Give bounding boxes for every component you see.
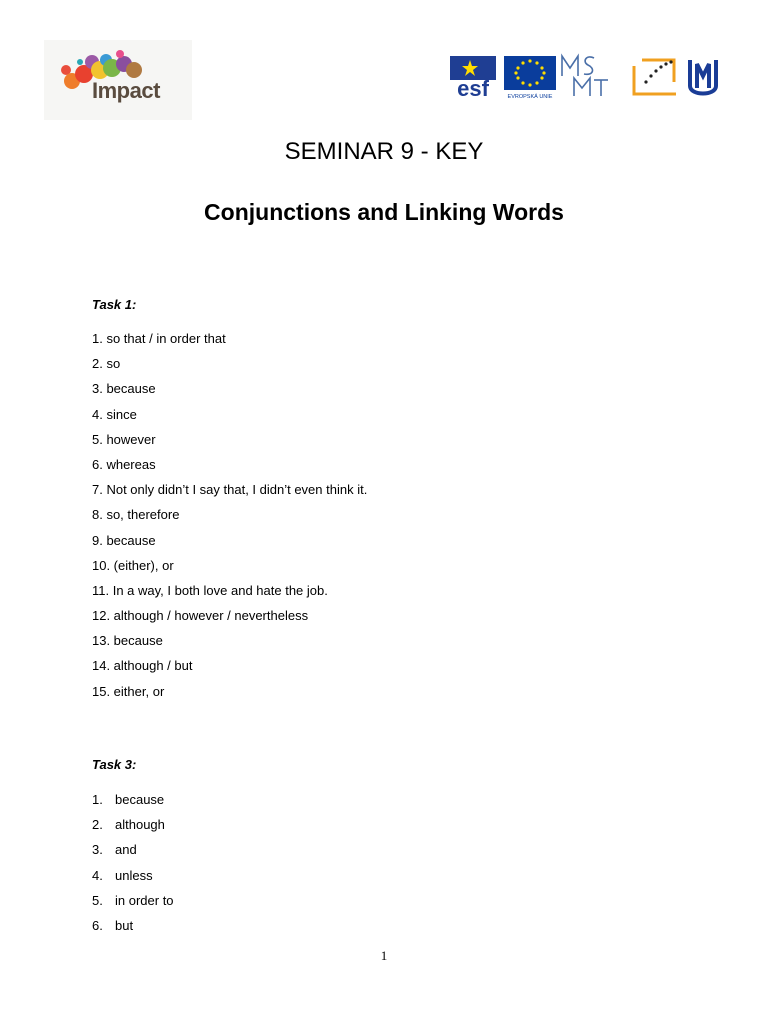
task-3-answer (92, 817, 174, 842)
item-text: and (115, 842, 137, 858)
task-3-answer (92, 893, 174, 918)
task-1-answer: 7. Not only didn’t I say that, I didn’t even think it. (92, 482, 368, 498)
task-1-answer: 8. so, therefore (92, 507, 180, 523)
task-3-answer (92, 842, 174, 867)
esf-logo (450, 56, 496, 100)
item-number: 2. (92, 817, 103, 833)
task-1-answer: 3. because (92, 381, 156, 397)
task-1-answer: 12. although / however / nevertheless (92, 608, 309, 624)
item-number: 3. (92, 842, 103, 858)
partner-logos (446, 52, 724, 100)
item-text: in order to (115, 892, 174, 908)
task-3-answer (92, 868, 174, 893)
task-1-answer: 9. because (92, 532, 156, 548)
task-1-answer: 6. whereas (92, 456, 156, 472)
task-1-answer-list (92, 331, 367, 709)
item-number: 1. (92, 792, 103, 807)
task-1-answer: 1. so that / in order that (92, 331, 226, 346)
msmt-logo (562, 56, 608, 96)
item-text: because (115, 792, 165, 807)
impact-wordmark: Impact (92, 78, 160, 103)
task-1-answer: 4. since (92, 406, 137, 422)
page-header (0, 0, 768, 125)
task-3-answer-list (92, 792, 174, 943)
task-1-answer: 14. although / but (92, 658, 193, 674)
task-3-heading: Task 3: (92, 757, 137, 772)
task-3-answer (92, 792, 174, 817)
mu-logo (690, 60, 716, 94)
task-1-answer: 11. In a way, I both love and hate the job. (92, 582, 328, 598)
document-subtitle: Conjunctions and Linking Words (204, 199, 564, 225)
task-1-answer: 5. however (92, 431, 156, 447)
task-3-answer (92, 918, 174, 943)
item-text: but (115, 917, 134, 933)
task-1-answer: 15. either, or (92, 683, 165, 699)
esf-logo-text: esf (457, 76, 489, 100)
page-number: 1 (380, 948, 388, 963)
item-number: 5. (92, 892, 103, 908)
op-logo (634, 60, 676, 94)
item-text: unless (115, 867, 153, 883)
item-number: 6. (92, 917, 103, 933)
item-number: 4. (92, 867, 103, 883)
task-1-answer: 2. so (92, 356, 121, 372)
task-1-answer: 10. (either), or (92, 557, 174, 573)
eu-flag-logo (504, 56, 556, 100)
task-1-heading: Task 1: (92, 297, 137, 312)
impact-logo (44, 40, 192, 120)
item-text: although (115, 817, 165, 833)
task-1-answer: 13. because (92, 633, 163, 649)
document-title: SEMINAR 9 - KEY (284, 138, 484, 165)
eu-logo-text: EVROPSKÁ UNIE (507, 94, 553, 100)
